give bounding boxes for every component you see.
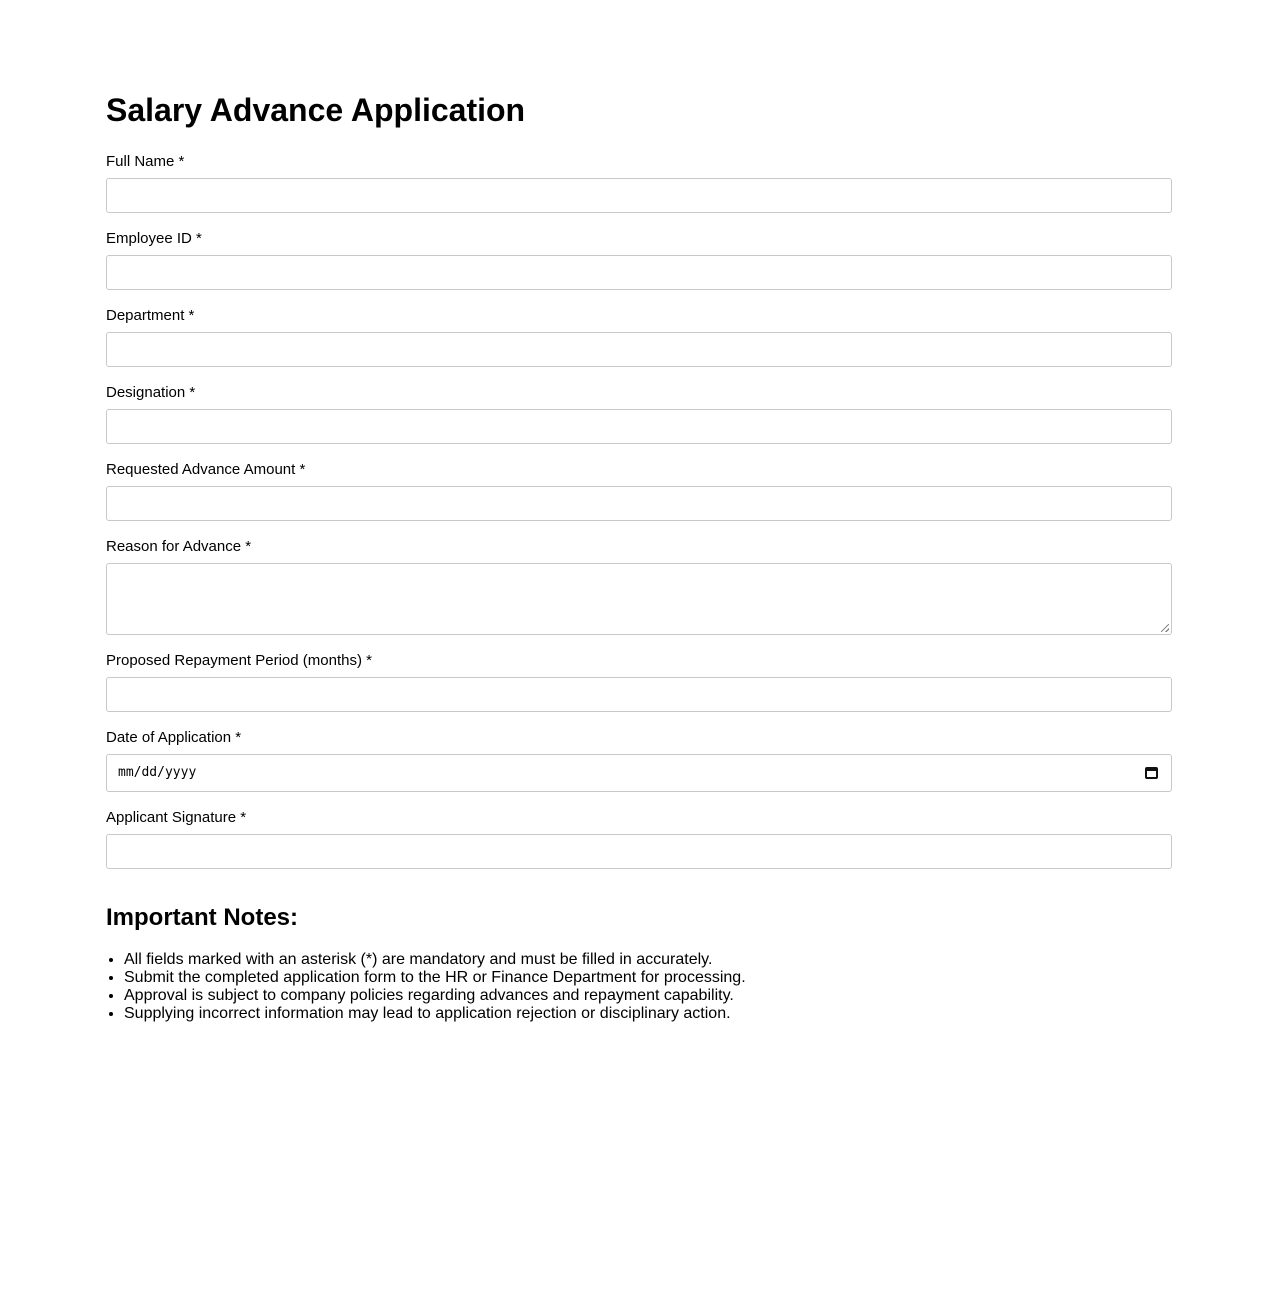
designation-group <box>106 384 1172 444</box>
reason-label: Reason for Advance * <box>106 538 252 555</box>
department-group <box>106 307 1172 367</box>
list-item: • Submit the completed application form to the HR or Finance Department for processing. <box>124 969 1172 987</box>
repayment-period-group <box>106 652 1172 712</box>
department-label: Department * <box>106 307 195 324</box>
calendar-icon[interactable] <box>1145 767 1158 779</box>
full-name-group <box>106 153 1172 213</box>
list-item: • Supplying incorrect information may lead to application rejection or disciplinary action. <box>124 1005 1172 1023</box>
date-of-application-group <box>106 729 1172 792</box>
employee-id-input[interactable] <box>106 255 1172 290</box>
department-input[interactable] <box>106 332 1172 367</box>
list-item: • Approval is subject to company policies regarding advances and repayment capability. <box>124 987 1172 1005</box>
reason-group <box>106 538 1172 635</box>
reason-textarea[interactable] <box>106 563 1172 635</box>
designation-input[interactable] <box>106 409 1172 444</box>
notes-heading: Important Notes: <box>106 904 298 931</box>
full-name-input[interactable] <box>106 178 1172 213</box>
signature-group <box>106 809 1172 869</box>
list-item: • All fields marked with an asterisk (*) are mandatory and must be filled in accurately. <box>124 951 1172 969</box>
notes-list <box>106 951 1172 1023</box>
signature-input[interactable] <box>106 834 1172 869</box>
designation-label: Designation * <box>106 384 196 401</box>
employee-id-group <box>106 230 1172 290</box>
requested-amount-group <box>106 461 1172 521</box>
full-name-label: Full Name * <box>106 153 185 170</box>
date-placeholder: mm/dd/yyyy <box>118 765 197 780</box>
date-of-application-input[interactable] <box>106 754 1172 792</box>
page-title: Salary Advance Application <box>106 92 526 128</box>
repayment-period-input[interactable] <box>106 677 1172 712</box>
signature-label: Applicant Signature * <box>106 809 247 826</box>
requested-amount-label: Requested Advance Amount * <box>106 461 306 478</box>
resize-grip-icon[interactable] <box>1161 624 1169 632</box>
repayment-period-label: Proposed Repayment Period (months) * <box>106 652 372 669</box>
employee-id-label: Employee ID * <box>106 230 202 247</box>
requested-amount-input[interactable] <box>106 486 1172 521</box>
date-of-application-label: Date of Application * <box>106 729 242 746</box>
